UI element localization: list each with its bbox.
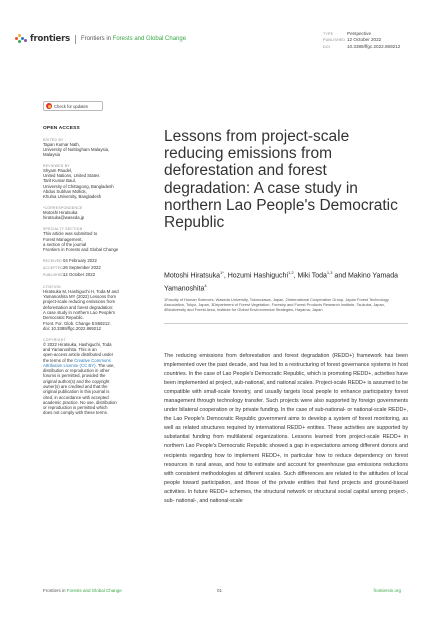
footer-site-link[interactable]: frontiersin.org (373, 588, 401, 593)
date-row (43, 272, 123, 279)
copyright-text: © 2022 Hiratsuka, Hashiguchi, Toda and Yamanoshita. This is an open-access article distributed under the terms of the (43, 341, 114, 363)
article-meta (323, 31, 400, 50)
journal-prefix: Frontiers in (80, 36, 111, 42)
logo-wordmark: frontiers (30, 34, 70, 44)
copyright (43, 342, 123, 416)
journal-title (81, 36, 186, 42)
doi-label: DOI (323, 44, 330, 49)
journal-header (15, 34, 186, 44)
check-updates-label: Check for updates (54, 103, 88, 109)
abstract: The reducing emissions from deforestation and forest degradation (REDD+) framework has been implemented over the past decade, and has led to a restructuring of forest governance systems in host countries. In the case of Lao People's Democratic Republic, which is promoting REDD+, activities have been implemented at project, sub-national, and national scales. Project-scale REDD+ is assumed to be compatible with small-scale forestry, and usually targets local people to enhance participatory forest management through technology transfer. Such projects were also supported by foreign governments under bilateral cooperation or by private funding. In the case of sub-national- or national-scale REDD+, the Lao People's Democratic Republic government aims to develop a system of forest monitoring, as well as related structures required by international REDD+ entities. These activities are supported by substantial funding from multilateral organizations. Lessons learned from project-scale REDD+ in northern Lao People's Democratic Republic showed a gap in expectations among different donors and recipients regarding how to implement REDD+, in particular how to reduce dependency on forest resources in rural areas, and how to estimate and account for greenhouse gas emissions reductions with consistent methodologies at different scales. Such differences are related to the attitudes of local people toward participation, and those of the private entities that fund projects and ground-based activities. In future REDD+ schemes, the structural network or structural social capital among project-, sub- national-, and national-scale (164, 353, 408, 504)
reviewed-by: Shyam Paudel, United Nations, United States Tarit Kumar Baul, University of Chittagong, Bangladesh Abdus Subhan Mollick, Khulna University, Bangladesh (43, 167, 114, 200)
logo-dot (24, 39, 27, 42)
frontiers-logo-icon (15, 34, 27, 44)
type-value: Perspective (347, 31, 372, 36)
citation-label: CITATION (43, 284, 61, 289)
date-label: RECEIVED (43, 259, 62, 264)
dates-block (43, 258, 123, 278)
footer-journal (43, 588, 122, 593)
article-title: Lessons from project-scale reducing emissions from deforestation and forest degradation: A case study in northern Lao People's Democratic Republic (164, 128, 398, 232)
logo-dot (18, 40, 21, 43)
published-value: 12 October 2022 (347, 37, 382, 43)
date-label: ACCEPTED (43, 266, 64, 271)
author-list: Motoshi Hiratsuka$^{1*}$, Hozumi Hashiguchi$^{1,2}$, Miki Toda$^{1,3}$ and Makino Yamada Yamanoshita$^4$ (164, 270, 398, 293)
header-divider (75, 35, 76, 44)
date-label: PUBLISHED (43, 272, 65, 277)
open-access-label: OPEN ACCESS (43, 126, 80, 131)
check-updates-icon (46, 103, 52, 109)
correspondence[interactable]: Motoshi Hiratsuka hiratsuka@waseda.jp (43, 210, 85, 221)
article-sidebar (43, 101, 123, 416)
doi-value[interactable]: 10.3389/ffgc.2022.869212 (347, 43, 401, 49)
date-value: 12 October 2022 (63, 271, 96, 277)
check-updates-button[interactable] (43, 101, 103, 111)
footer-journal-prefix: Frontiers in (43, 588, 66, 593)
date-row (43, 258, 123, 265)
date-value: 26 September 2022 (63, 265, 101, 271)
page-number: 01 (217, 588, 223, 593)
edited-by-label: EDITED BY (43, 137, 64, 142)
copyright-label: COPYRIGHT (43, 337, 66, 342)
date-row (43, 265, 123, 272)
published-label: PUBLISHED (323, 38, 346, 43)
type-label: TYPE (323, 32, 334, 36)
edited-by: Tapan Kumar Nath, University of Nottingham Malaysia, Malaysia (43, 141, 110, 158)
copyright-text-end: . The use, distribution or reproduction in other forums is permitted, provided the original author(s) and the copyright owner(s) are credited and that the original publication in this journal is cited, in accordance with accepted academic practice. No use, distribution or reproduction is permitted which does not comply with these terms. (43, 362, 117, 416)
reviewed-by-label: REVIEWED BY (43, 163, 70, 168)
citation: Hiratsuka M, Hashiguchi H, Toda M and Yamanoshita MY (2022) Lessons from project-scale reducing emissions from deforestation and forest degradation: A case study in northern Lao People's Democratic Republic. Front. For. Glob. Change 5:869212. doi: 10.3389/ffgc.2022.869212 (43, 288, 119, 331)
affiliations: 1Faculty of Human Sciences, Waseda University, Tokorozawa, Japan, 2International Cooperation Group, Japan Forest Technology Association, Tokyo, Japan, 3Department of Forest Vegetation, Forestry and Forest Products Research Institute, Tsukuba, Japan, 4Biodiversity and Forest Area, Institute for Global Environmental Strategies, Hayama, Japan (164, 297, 389, 313)
footer-journal-name: Forests and Global Change (66, 588, 122, 593)
specialty-label: SPECIALTY SECTION (43, 227, 83, 232)
journal-name: Forests and Global Change (112, 36, 187, 42)
specialty-section: This article was submitted to Forest Management, a section of the journal Frontiers in Forests and Global Change (43, 231, 119, 253)
license-link[interactable]: Creative Commons Attribution License (CC BY) (43, 357, 111, 368)
section-divider (164, 323, 408, 324)
correspondence-label: *CORRESPONDENCE (43, 206, 83, 211)
date-value: 04 February 2022 (63, 258, 97, 264)
